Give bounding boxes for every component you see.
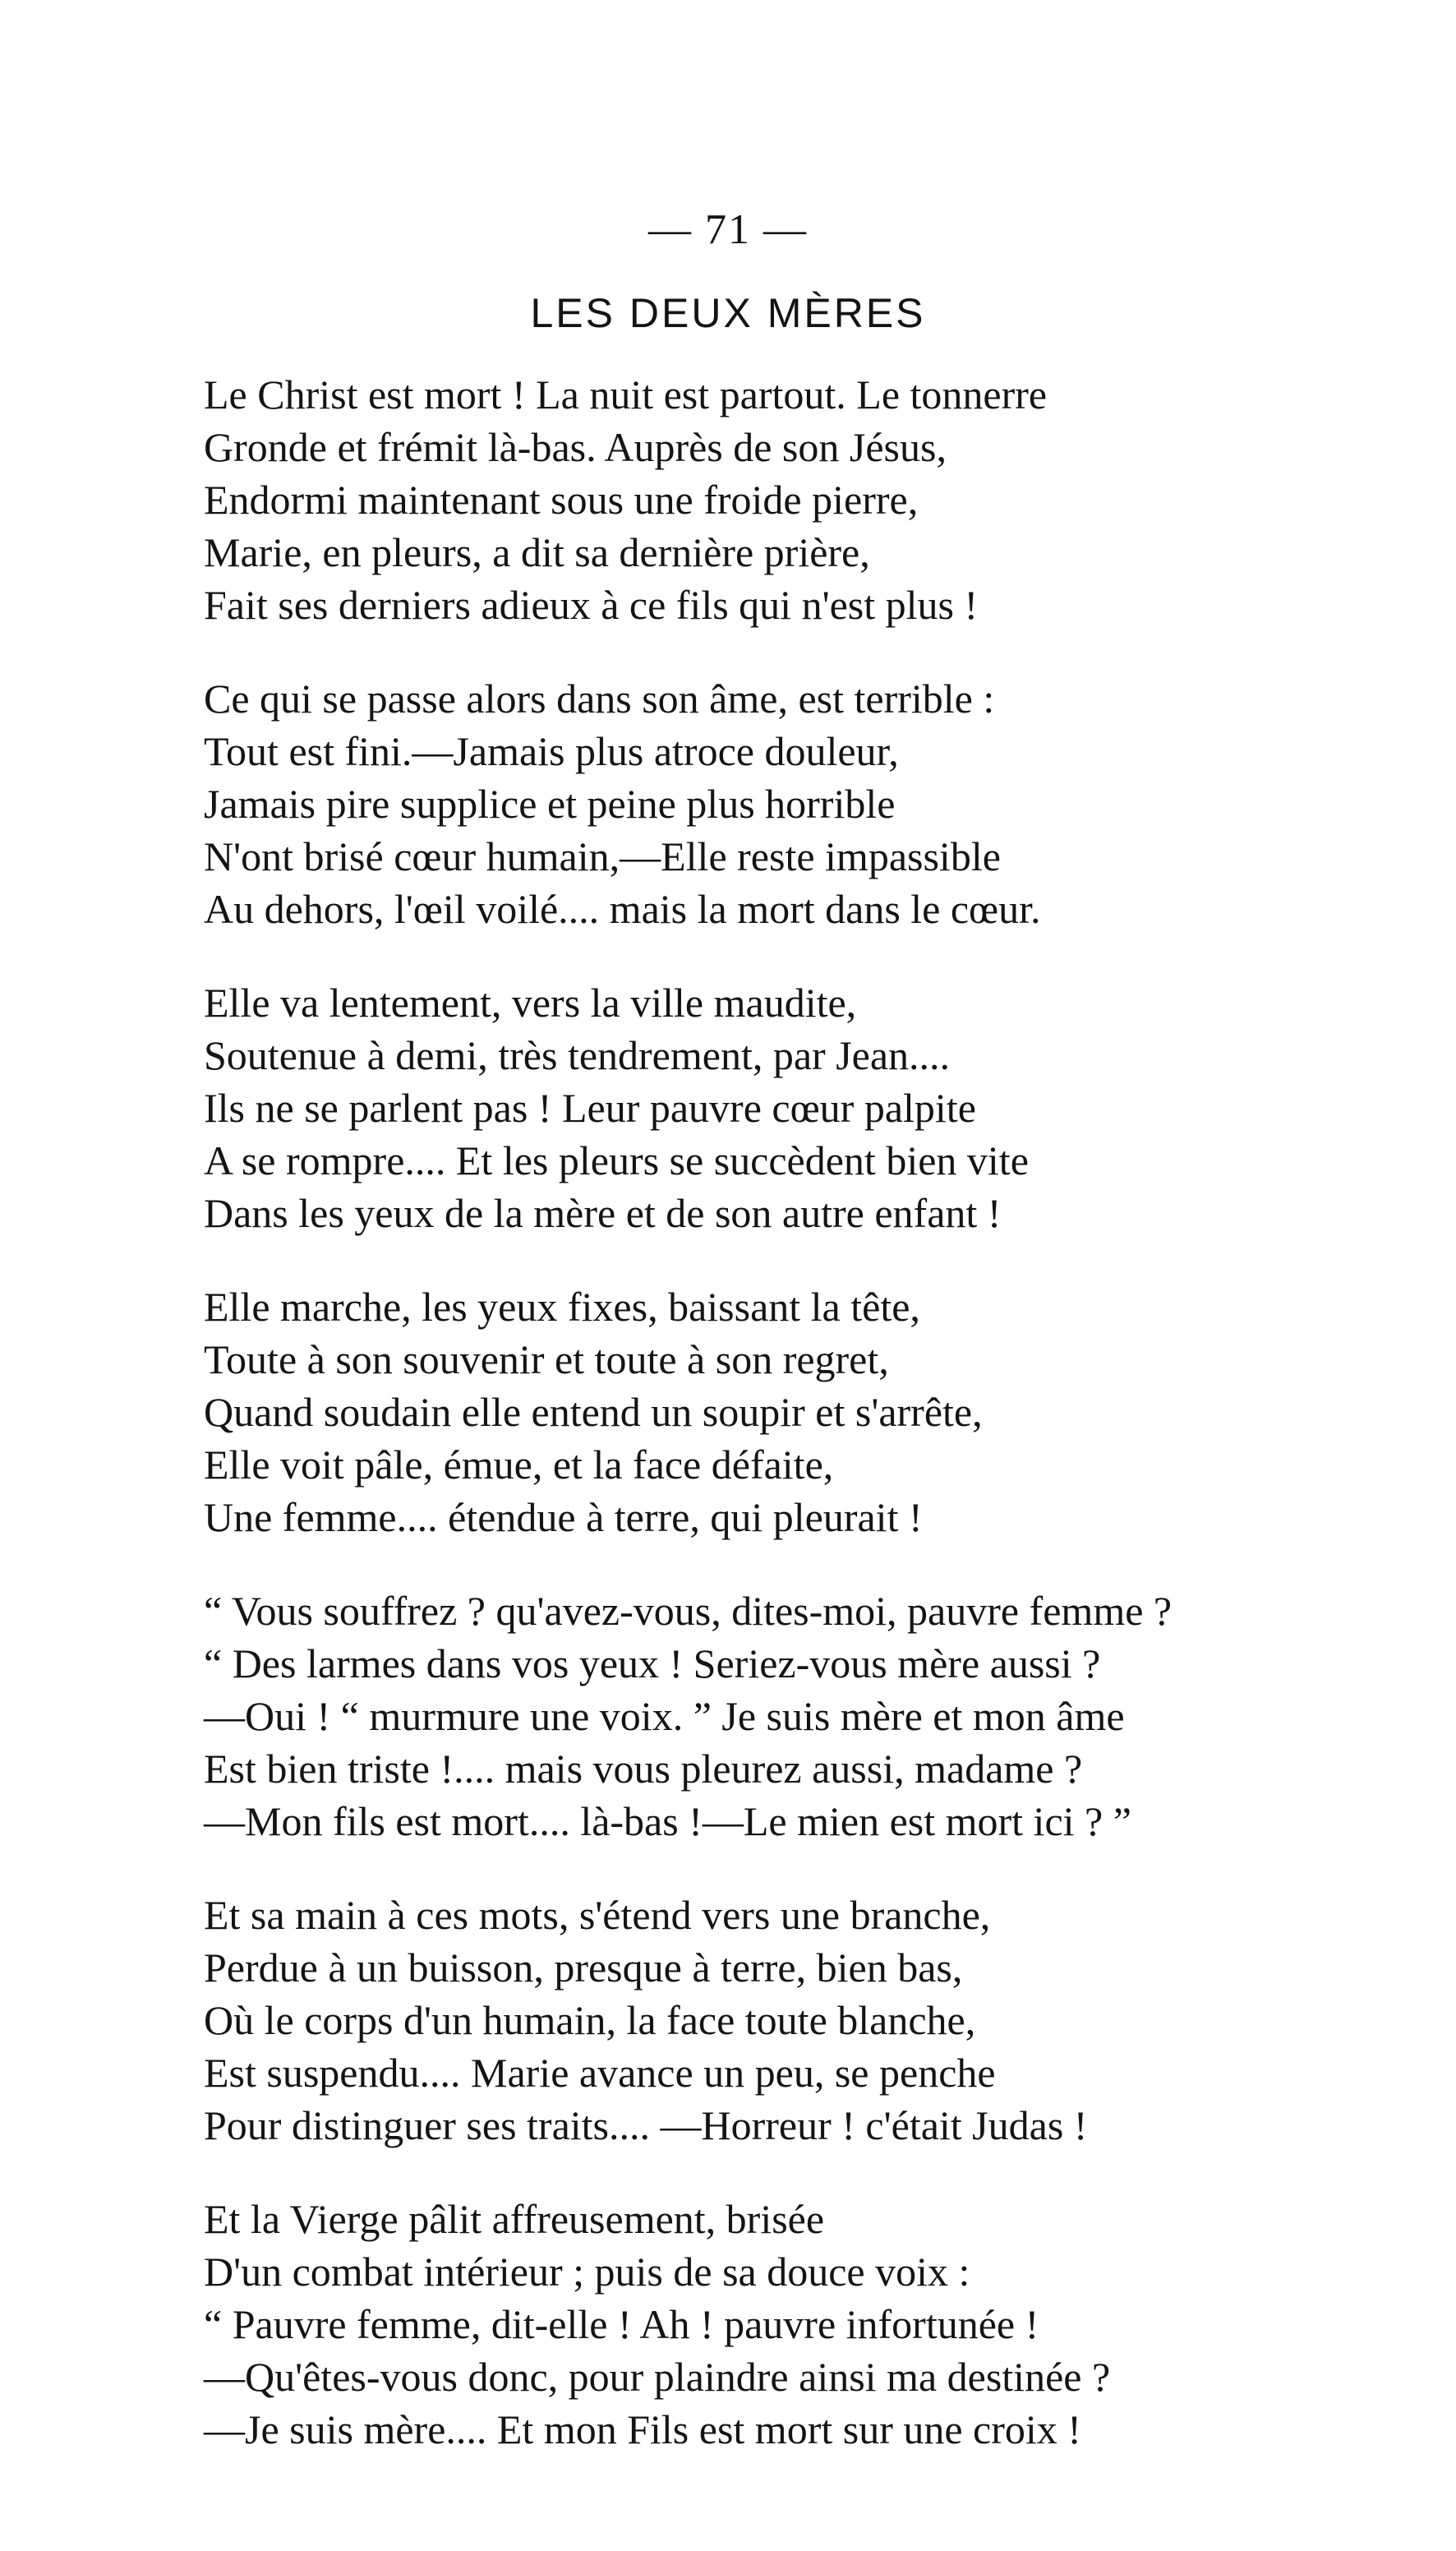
poem-line: —Oui ! “ murmure une voix. ” Je suis mère et mon âme: [204, 1693, 1125, 1739]
poem-line: Toute à son souvenir et toute à son regret,: [204, 1336, 889, 1382]
poem-line: Soutenue à demi, très tendrement, par Jean....: [204, 1032, 951, 1078]
poem-line: Quand soudain elle entend un soupir et s'arrête,: [204, 1389, 983, 1435]
poem-line: Ce qui se passe alors dans son âme, est terrible :: [204, 676, 995, 722]
poem-line: Dans les yeux de la mère et de son autre enfant !: [204, 1190, 1002, 1236]
poem-line: Est suspendu.... Marie avance un peu, se penche: [204, 2050, 996, 2096]
poem-line: “ Des larmes dans vos yeux ! Seriez-vous mère aussi ?: [204, 1640, 1101, 1686]
poem-line: Et la Vierge pâlit affreusement, brisée: [204, 2196, 825, 2242]
poem-line: Elle voit pâle, émue, et la face défaite,: [204, 1442, 834, 1488]
poem-line: A se rompre.... Et les pleurs se succèdent bien vite: [204, 1137, 1029, 1183]
poem-line: “ Vous souffrez ? qu'avez-vous, dites-moi, pauvre femme ?: [204, 1588, 1173, 1634]
poem-line: —Je suis mère.... Et mon Fils est mort sur une croix !: [204, 2406, 1081, 2452]
poem-line: Fait ses derniers adieux à ce fils qui n'est plus !: [204, 582, 979, 628]
stanza-6: [204, 1889, 1387, 2152]
poem-line: Une femme.... étendue à terre, qui pleurait !: [204, 1494, 923, 1540]
poem-line: D'un combat intérieur ; puis de sa douce voix :: [204, 2249, 970, 2295]
poem-line: Ils ne se parlent pas ! Leur pauvre cœur palpite: [204, 1085, 976, 1131]
poem-line: —Mon fils est mort.... là-bas !—Le mien est mort ici ? ”: [204, 1798, 1131, 1844]
poem-line: Marie, en pleurs, a dit sa dernière prière,: [204, 529, 870, 575]
poem-line: N'ont brisé cœur humain,—Elle reste impassible: [204, 833, 1001, 879]
poem-line: Elle marche, les yeux fixes, baissant la tête,: [204, 1284, 920, 1330]
stanza-7: [204, 2193, 1387, 2456]
poem-line: “ Pauvre femme, dit-elle ! Ah ! pauvre infortunée !: [204, 2301, 1039, 2347]
poem-line: Au dehors, l'œil voilé.... mais la mort dans le cœur.: [204, 886, 1041, 932]
poem-line: Jamais pire supplice et peine plus horrible: [204, 781, 896, 827]
poem-line: Est bien triste !.... mais vous pleurez aussi, madame ?: [204, 1746, 1083, 1792]
stanza-3: [204, 976, 1387, 1239]
poem-line: —Qu'êtes-vous donc, pour plaindre ainsi ma destinée ?: [204, 2354, 1111, 2400]
poem-line: Le Christ est mort ! La nuit est partout. Le tonnerre: [204, 371, 1048, 417]
poem-line: Et sa main à ces mots, s'étend vers une branche,: [204, 1892, 991, 1938]
poem-line: Perdue à un buisson, presque à terre, bien bas,: [204, 1944, 963, 1991]
poem-line: Tout est fini.—Jamais plus atroce douleur,: [204, 728, 899, 774]
poem-line: Endormi maintenant sous une froide pierre,: [204, 477, 919, 523]
poem-line: Pour distinguer ses traits.... —Horreur ! c'était Judas !: [204, 2102, 1088, 2148]
poem-line: Où le corps d'un humain, la face toute blanche,: [204, 1997, 976, 2043]
stanza-1: [204, 368, 1387, 631]
poem-line: Gronde et frémit là-bas. Auprès de son Jésus,: [204, 424, 947, 470]
poem-line: Elle va lentement, vers la ville maudite,: [204, 980, 857, 1026]
stanza-4: [204, 1280, 1387, 1543]
poem-title: LES DEUX MÈRES: [530, 290, 926, 336]
poem-body: [204, 368, 1387, 2497]
stanza-5: [204, 1585, 1387, 1848]
stanza-2: [204, 672, 1387, 935]
page-number: — 71 —: [648, 206, 808, 253]
